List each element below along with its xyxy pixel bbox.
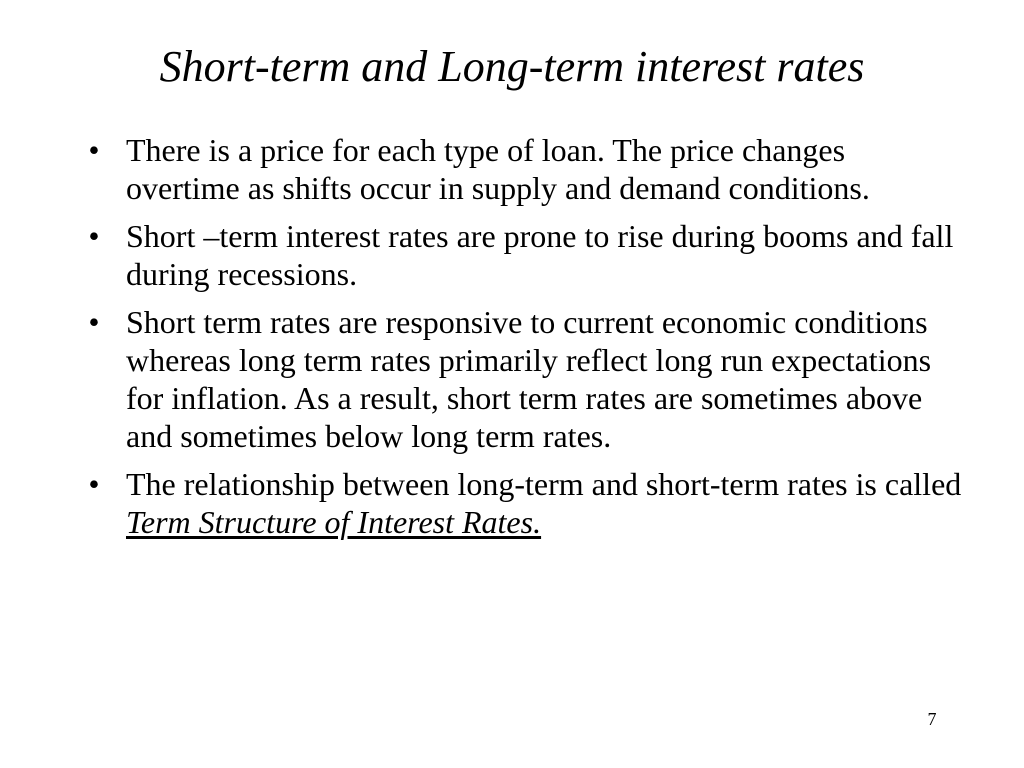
slide-title: Short-term and Long-term interest rates bbox=[159, 42, 865, 91]
term-structure-link[interactable]: Term Structure of Interest Rates. bbox=[126, 504, 542, 540]
page-number: 7 bbox=[927, 709, 937, 729]
bullet-dot-icon: • bbox=[88, 304, 100, 340]
bullet-text: Short –term interest rates are prone to rise during booms and fall during recessions. bbox=[126, 218, 954, 292]
bullet-text: The relationship between long-term and short-term rates is called bbox=[126, 466, 962, 502]
bullet-dot-icon: • bbox=[88, 132, 100, 168]
bullet-list bbox=[84, 131, 964, 551]
bullet-text: Short term rates are responsive to current economic conditions whereas long term rates primarily reflect long run expectations for inflation. As a result, short term rates are sometimes above and sometimes below long term rates. bbox=[126, 304, 932, 454]
bullet-item-price bbox=[84, 131, 964, 207]
bullet-text: There is a price for each type of loan. The price changes overtime as shifts occur in supply and demand conditions. bbox=[126, 132, 870, 206]
bullet-item-term-structure bbox=[84, 465, 964, 541]
bullet-item-short-term-rates bbox=[84, 217, 964, 293]
bullet-dot-icon: • bbox=[88, 466, 100, 502]
bullet-dot-icon: • bbox=[88, 218, 100, 254]
bullet-item-responsiveness bbox=[84, 303, 964, 455]
